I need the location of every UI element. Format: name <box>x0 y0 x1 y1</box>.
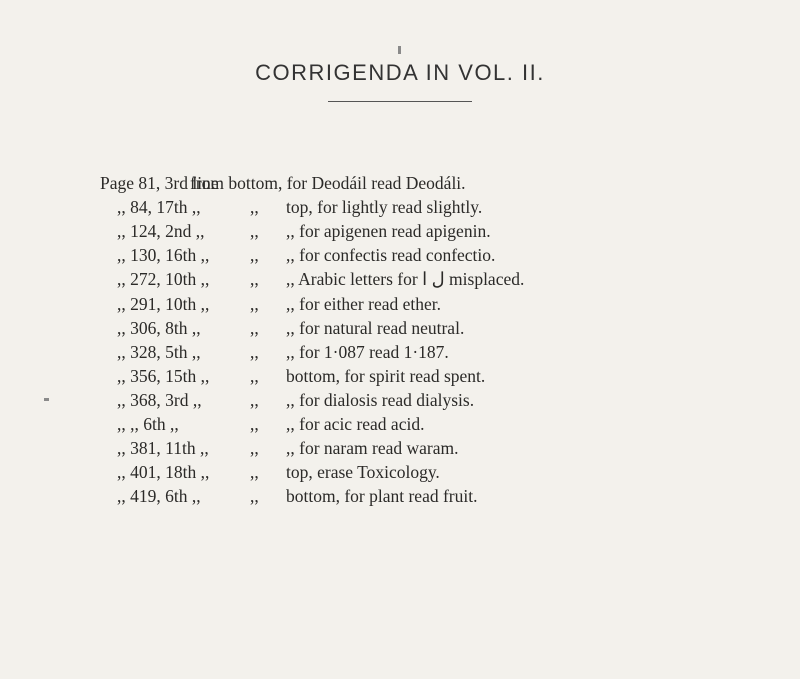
ditto-mark: ,, <box>250 414 259 434</box>
page-line-reference: ,, 130, 16th ,, <box>117 245 210 266</box>
correction-text <box>286 484 477 508</box>
correction-text <box>286 267 524 291</box>
correction-main: ,, for acic read acid. <box>286 414 425 434</box>
ditto-mark: ,, <box>250 317 259 338</box>
correction-tail: misplaced. <box>444 269 525 290</box>
page-line-reference: ,, 84, 17th ,, <box>117 197 201 218</box>
correction-text <box>286 292 441 316</box>
ditto-mark: ,, <box>250 486 259 507</box>
ditto-mark: ,, <box>250 197 259 218</box>
correction-text <box>286 219 491 243</box>
correction-text <box>286 316 464 340</box>
correction-main: ,, for 1·087 read 1·187. <box>286 341 449 362</box>
correction-text <box>286 340 449 364</box>
scan-speck <box>44 398 49 401</box>
arabic-letters: ل ا <box>422 269 445 290</box>
correction-text <box>286 388 474 412</box>
correction-main: ,, for either read ether. <box>286 293 441 314</box>
page-line-reference: ,, 328, 5th ,, <box>117 341 201 362</box>
ditto-mark: ,, <box>250 341 259 362</box>
page-line-reference: ,, 356, 15th ,, <box>117 365 210 386</box>
ditto-mark: ,, <box>250 293 259 314</box>
page-line-reference: ,, 124, 2nd ,, <box>117 221 205 242</box>
ditto-mark: ,, <box>250 245 259 266</box>
correction-text <box>286 436 458 460</box>
correction-text <box>286 364 485 388</box>
correction-main: ,, for naram read waram. <box>286 438 459 459</box>
page-line-reference: ,, 291, 10th ,, <box>117 293 210 314</box>
correction-main: bottom, for spirit read spent. <box>286 365 486 386</box>
page-line-reference: ,, 272, 10th ,, <box>117 269 210 290</box>
correction-main: from bottom, for Deodáil read Deodáli. <box>190 173 466 193</box>
correction-text <box>286 460 440 484</box>
correction-text <box>286 412 424 436</box>
page-line-reference: ,, 368, 3rd ,, <box>117 389 202 410</box>
correction-main: ,, for natural read neutral. <box>286 317 465 338</box>
scan-speck <box>398 46 401 54</box>
page-line-reference: ,, ,, 6th ,, <box>117 414 179 434</box>
page-line-reference: Page 81, 3rd line <box>100 173 219 193</box>
page-line-reference: ,, 419, 6th ,, <box>117 486 201 507</box>
correction-main: top, for lightly read slightly. <box>286 197 483 218</box>
ditto-mark: ,, <box>250 438 259 459</box>
correction-main: ,, for apigenen read apigenin. <box>286 221 491 242</box>
title-divider <box>328 101 472 102</box>
page-line-reference: ,, 401, 18th ,, <box>117 462 210 483</box>
ditto-mark: ,, <box>250 269 259 290</box>
page-line-reference: ,, 306, 8th ,, <box>117 317 201 338</box>
ditto-mark: ,, <box>250 389 259 410</box>
correction-main: ,, Arabic letters for <box>286 269 418 290</box>
page-title: CORRIGENDA IN VOL. II. <box>255 60 545 85</box>
correction-main: ,, for dialosis read dialysis. <box>286 389 475 410</box>
ditto-mark: ,, <box>250 221 259 242</box>
correction-text <box>286 243 495 267</box>
ditto-mark: ,, <box>250 462 259 483</box>
ditto-mark: ,, <box>250 365 259 386</box>
correction-main: bottom, for plant read fruit. <box>286 486 478 507</box>
page-line-reference: ,, 381, 11th ,, <box>117 438 209 459</box>
correction-main: ,, for confectis read confectio. <box>286 245 496 266</box>
correction-text <box>286 195 482 219</box>
correction-main: top, erase Toxicology. <box>286 462 440 483</box>
correction-text <box>190 171 466 195</box>
